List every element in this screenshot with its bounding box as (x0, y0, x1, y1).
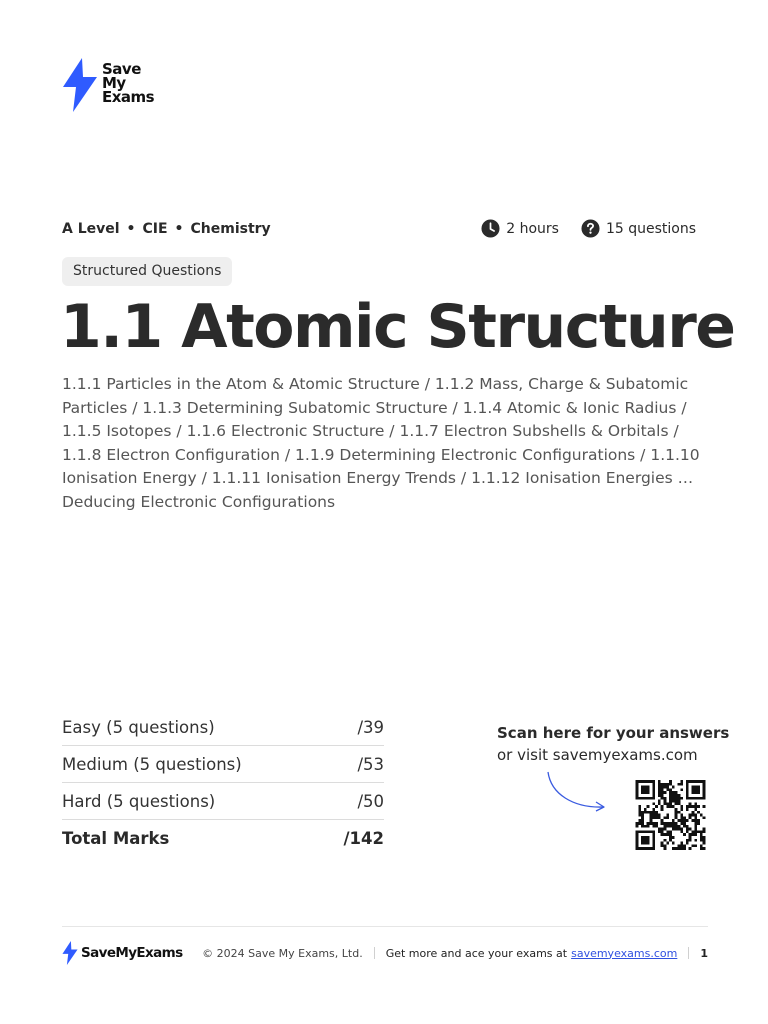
marks-label: Hard (5 questions) (62, 791, 216, 811)
footer-cta-text: Get more and ace your exams at (385, 946, 568, 960)
footer (62, 941, 708, 965)
scan-subtitle: or visit savemyexams.com (497, 746, 698, 764)
footer-info (202, 947, 708, 960)
question-type-badge: Structured Questions (62, 257, 232, 286)
footer-logo (62, 941, 183, 965)
curved-arrow-icon (545, 770, 609, 814)
marks-value: /39 (357, 717, 384, 737)
marks-table (62, 709, 384, 856)
website-link[interactable]: savemyexams.com (571, 946, 678, 960)
breadcrumb-separator: • (126, 220, 136, 237)
question-count-stat (581, 219, 696, 238)
exam-stats (481, 219, 696, 238)
breadcrumb (62, 221, 271, 237)
logo (62, 58, 154, 112)
scan-title: Scan here for your answers (497, 724, 730, 742)
breadcrumb-separator: • (174, 220, 184, 237)
question-count-text: 15 questions (605, 220, 696, 237)
footer-separator (688, 947, 689, 959)
exam-meta (62, 219, 696, 238)
marks-value: /50 (357, 791, 384, 811)
lightning-bolt-icon (62, 941, 78, 965)
footer-brand-name: SaveMyExams (81, 945, 183, 961)
duration-text: 2 hours (506, 220, 559, 237)
page-title: 1.1 Atomic Structure (60, 292, 735, 362)
logo-text (102, 62, 154, 104)
clock-icon (481, 219, 500, 238)
total-marks-value: /142 (343, 828, 384, 848)
breadcrumb-level: A Level (62, 220, 120, 237)
marks-row-easy (62, 709, 384, 746)
total-marks-label: Total Marks (62, 828, 170, 848)
marks-label: Medium (5 questions) (62, 754, 242, 774)
topics-list: 1.1.1 Particles in the Atom & Atomic Structure / 1.1.2 Mass, Charge & Subatomic Particles / 1.1.3 Determining Subatomic Structure / 1.1.4 Atomic & Ionic Radius / 1.1.5 Isotopes / 1.1.6 Electronic Structure / 1.1.7 Electron Subshells & Orbitals / 1.1.8 Electron Configuration / 1.1.9 Determining Electronic Configurations / 1.1.10 Ionisation Energy / 1.1.11 Ionisation Energy Trends / 1.1.12 Ionisation Energies & Deducing Electronic Configurations (62, 375, 700, 511)
question-circle-icon (581, 219, 600, 238)
lightning-bolt-icon (62, 58, 98, 112)
marks-value: /53 (357, 754, 384, 774)
footer-divider (62, 926, 708, 927)
page-number: 1 (700, 946, 708, 960)
marks-row-total (62, 820, 384, 856)
marks-row-hard (62, 783, 384, 820)
logo-line-exams: Exams (102, 88, 155, 106)
duration-stat (481, 219, 559, 238)
copyright-text: © 2024 Save My Exams, Ltd. (202, 946, 363, 960)
marks-row-medium (62, 746, 384, 783)
logo-line-my: My (102, 74, 126, 92)
logo-line-save: Save (102, 60, 141, 78)
breadcrumb-board: CIE (142, 220, 168, 237)
qr-code[interactable] (634, 780, 707, 850)
marks-label: Easy (5 questions) (62, 717, 215, 737)
footer-separator (374, 947, 375, 959)
scan-prompt (497, 722, 729, 766)
breadcrumb-subject: Chemistry (190, 220, 271, 237)
